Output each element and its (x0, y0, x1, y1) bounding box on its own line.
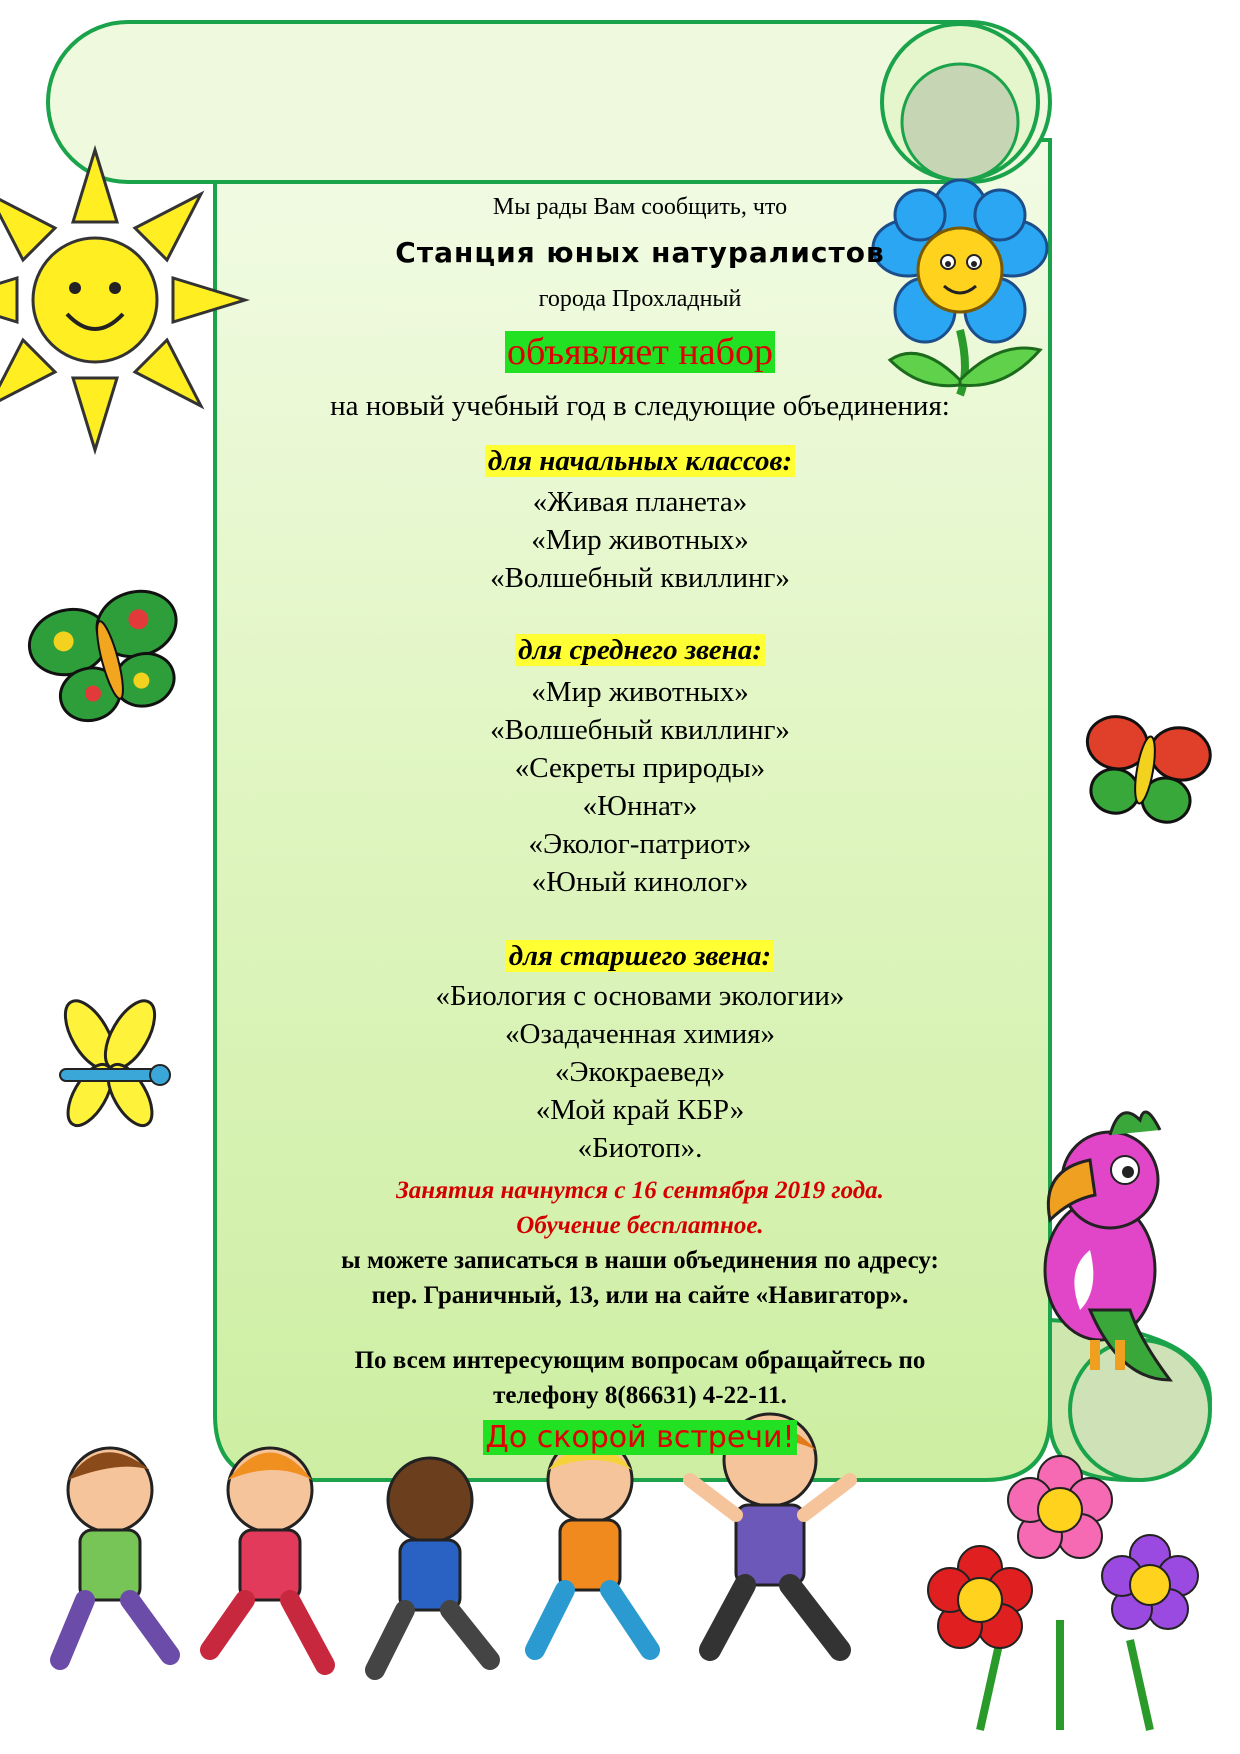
closing-text: До скорой встречи! (485, 1420, 795, 1455)
program-item: «Мир животных» (531, 524, 749, 556)
program-item: «Биология с основами экологии» (435, 980, 845, 1012)
contact-line-2: телефону 8(86631) 4-22-11. (493, 1382, 787, 1409)
program-item: «Мой край КБР» (535, 1094, 745, 1126)
program-item: «Юннат» (582, 790, 698, 822)
program-item: «Мир животных» (531, 676, 749, 708)
closing-wrap (220, 1420, 1060, 1455)
group-heading: для начальных классов: (485, 445, 795, 477)
program-item: «Озадаченная химия» (505, 1018, 775, 1050)
enroll-line-2: пер. Граничный, 13, или на сайте «Навигатор». (371, 1282, 909, 1309)
free-text: Обучение бесплатное. (516, 1212, 764, 1239)
contact-line-1: По всем интересующим вопросам обращайтесь по (354, 1347, 926, 1374)
dragonfly-icon (55, 993, 170, 1132)
program-item: «Волшебный квиллинг» (490, 714, 790, 746)
start-date-text: Занятия начнутся с 16 сентября 2019 года. (396, 1177, 884, 1204)
group-heading: для среднего звена: (515, 634, 765, 666)
enroll-line-1: ы можете записаться в наши объединения по адресу: (341, 1247, 939, 1274)
group-heading-wrap (220, 445, 1060, 478)
city-text: города Прохладный (538, 286, 742, 312)
program-item: «Живая планета» (532, 486, 748, 518)
flowers-icon (928, 1456, 1198, 1730)
group-heading-wrap (220, 940, 1060, 973)
program-item: «Биотоп». (577, 1132, 703, 1164)
butterfly-icon (22, 583, 196, 732)
group-heading-wrap (220, 634, 1060, 667)
program-item: «Волшебный квиллинг» (490, 562, 790, 594)
subtitle-text: на новый учебный год в следующие объединения: (330, 390, 950, 422)
program-item: «Секреты природы» (514, 752, 766, 784)
program-item: «Экокраевед» (554, 1056, 726, 1088)
program-item: «Юный кинолог» (531, 866, 749, 898)
station-name: Станция юных натуралистов (395, 236, 885, 269)
group-heading: для старшего звена: (506, 940, 774, 972)
announcement-text: объявляет набор (507, 331, 773, 373)
program-item: «Эколог-патриот» (528, 828, 752, 860)
butterfly-icon (1076, 712, 1215, 828)
sun-icon (0, 150, 245, 450)
intro-text: Мы рады Вам сообщить, что (492, 194, 788, 220)
announcement-wrap (220, 330, 1060, 374)
